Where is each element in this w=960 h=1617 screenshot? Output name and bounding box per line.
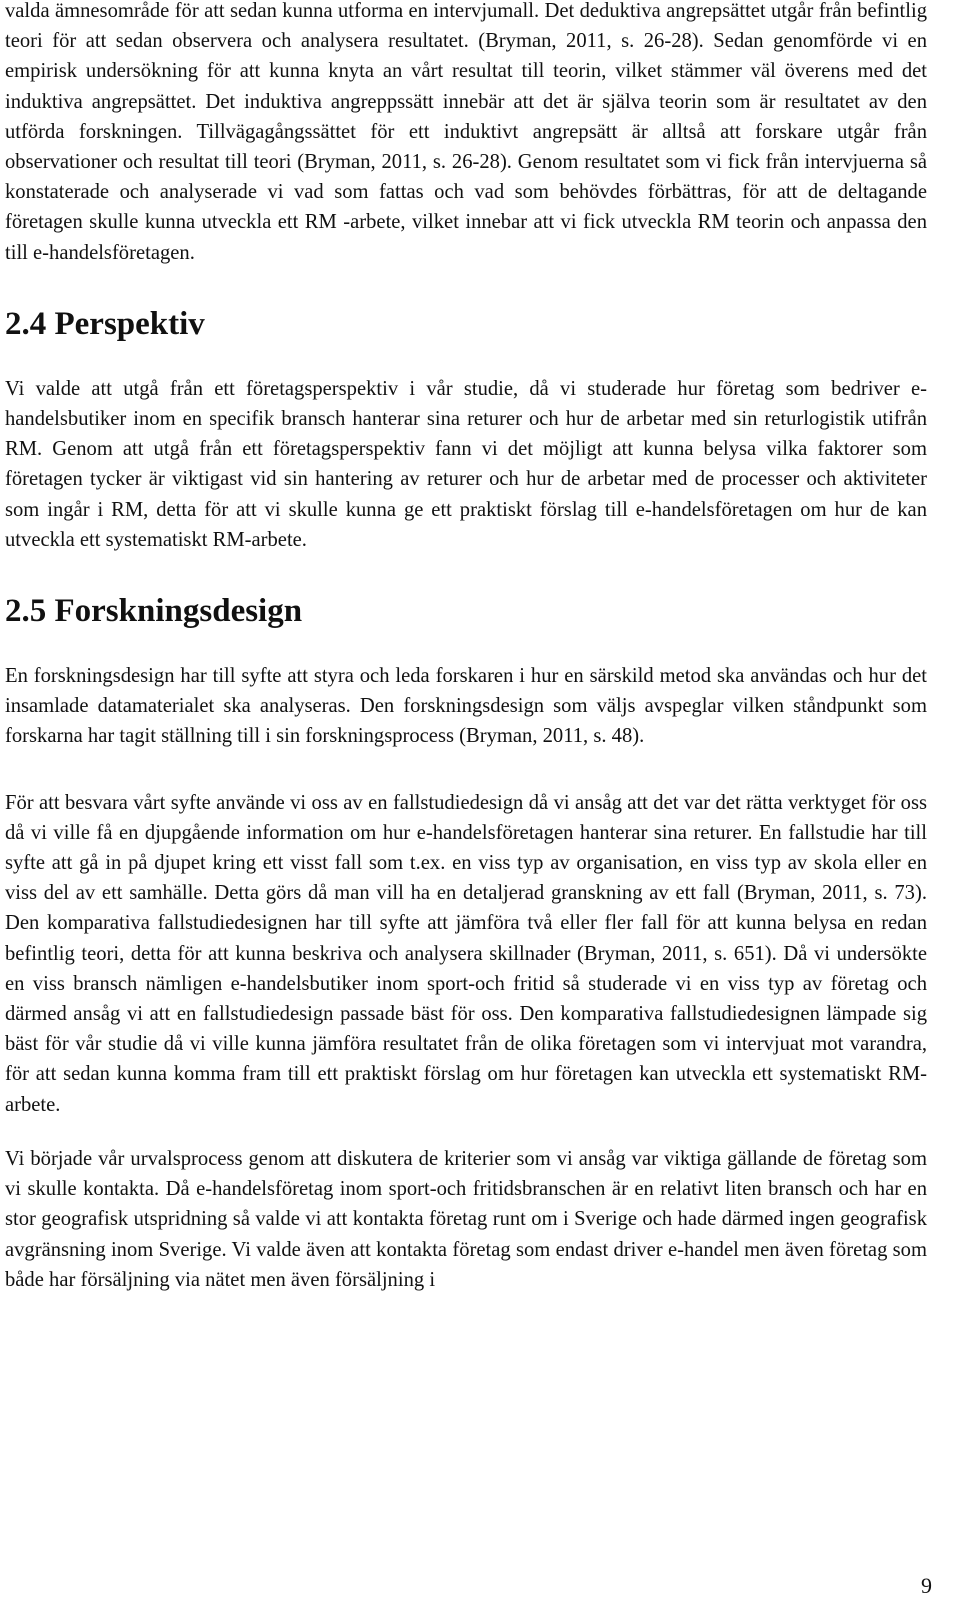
page-number: 9 (921, 1573, 932, 1598)
page-content (5, 0, 927, 1295)
perspektiv-paragraph: Vi valde att utgå från ett företagsperspektiv i vår studie, då vi studerade hur företag som bedriver e-handelsbutiker inom en specifik bransch hanterar sina returer och hur de arbetar med sin returlogistik utifrån RM. Genom att utgå från ett företagsperspektiv fann vi det möjligt att kunna belysa vilka faktorer som företagen tycker är viktigast vid sin hantering av returer och hur de arbetar med de processer och aktiviteter som ingår i RM, detta för att vi skulle kunna ge ett praktiskt förslag till e-handelsföretagen om hur de kan utveckla ett systematiskt RM-arbete. (5, 377, 927, 551)
section-heading-perspektiv: 2.4 Perspektiv (5, 305, 205, 342)
intro-paragraph: valda ämnesområde för att sedan kunna utforma en intervjumall. Det deduktiva angrepsättet utgår från befintlig teori för att sedan observera och analysera resultatet. (Bryman, 2011, s. 26-28). Sedan genomförde vi en empirisk undersökning för att kunna knyta an vårt resultat till teorin, vilket stämmer väl överens med det induktiva angrepsättet. Det induktiva angreppssätt innebär att det är själva teorin som är resultatet av den utförda forskningen. Tillvägagångssättet för ett induktivt angrepsätt är alltså att forskare utgår från observationer och resultat till teori (Bryman, 2011, s. 26-28). Genom resultatet som vi fick från intervjuerna så konstaterade och analyserade vi vad som fattas och vad som behövdes förbättras, för att de deltagande företagen skulle kunna utveckla ett RM -arbete, vilket innebar att vi fick utveckla RM teorin och anpassa den till e-handelsföretagen. (5, 0, 927, 264)
forskningsdesign-paragraph-3: Vi började vår urvalsprocess genom att diskutera de kriterier som vi ansåg var viktiga gällande de företag som vi skulle kontakta. Då e-handelsföretag inom sport-och fritidsbranschen är en relativt liten bransch och har en stor geografisk utspridning så valde vi att kontakta företag runt om i Sverige och hade därmed ingen geografisk avgränsning inom Sverige. Vi valde även att kontakta företag som endast driver e-handel men även företag som både har försäljning via nätet men även försäljning i (5, 1147, 927, 1291)
forskningsdesign-paragraph-1: En forskningsdesign har till syfte att styra och leda forskaren i hur en särskild metod ska användas och hur det insamlade datamaterialet ska analyseras. Den forskningsdesign som väljs avspeglar vilken ståndpunkt som forskarna har tagit ställning till i sin forskningsprocess (Bryman, 2011, s. 48). (5, 665, 927, 748)
forskningsdesign-paragraph-2: För att besvara vårt syfte använde vi oss av en fallstudiedesign då vi ansåg att det var det rätta verktyget för oss då vi ville få en djupgående information om hur e-handelsföretagen hanterar sina returer. En fallstudie har till syfte att gå in på djupet kring ett visst fall som t.ex. en viss typ av organisation, en viss typ av skola eller en viss del av ett samhälle. Detta görs då man vill ha en detaljerad granskning av ett fall (Bryman, 2011, s. 73). Den komparativa fallstudiedesignen har till syfte att jämföra två eller fler fall för att kunna belysa en redan befintlig teori, detta för att kunna beskriva och analysera skillnader (Bryman, 2011, s. 651). Då vi undersökte en viss bransch nämligen e-handelsbutiker inom sport-och fritid så studerade vi en viss typ av företag och därmed ansåg vi att en fallstudiedesign passade bäst för oss. Den komparativa fallstudiedesignen lämpade sig bäst för vår studie då vi ville kunna jämföra resultatet från de olika företagen som vi intervjuat mot varandra, för att sedan kunna komma fram till ett praktiskt förslag om hur företagen kan utveckla ett systematiskt RM-arbete. (5, 791, 927, 1116)
section-heading-forskningsdesign: 2.5 Forskningsdesign (5, 593, 303, 630)
